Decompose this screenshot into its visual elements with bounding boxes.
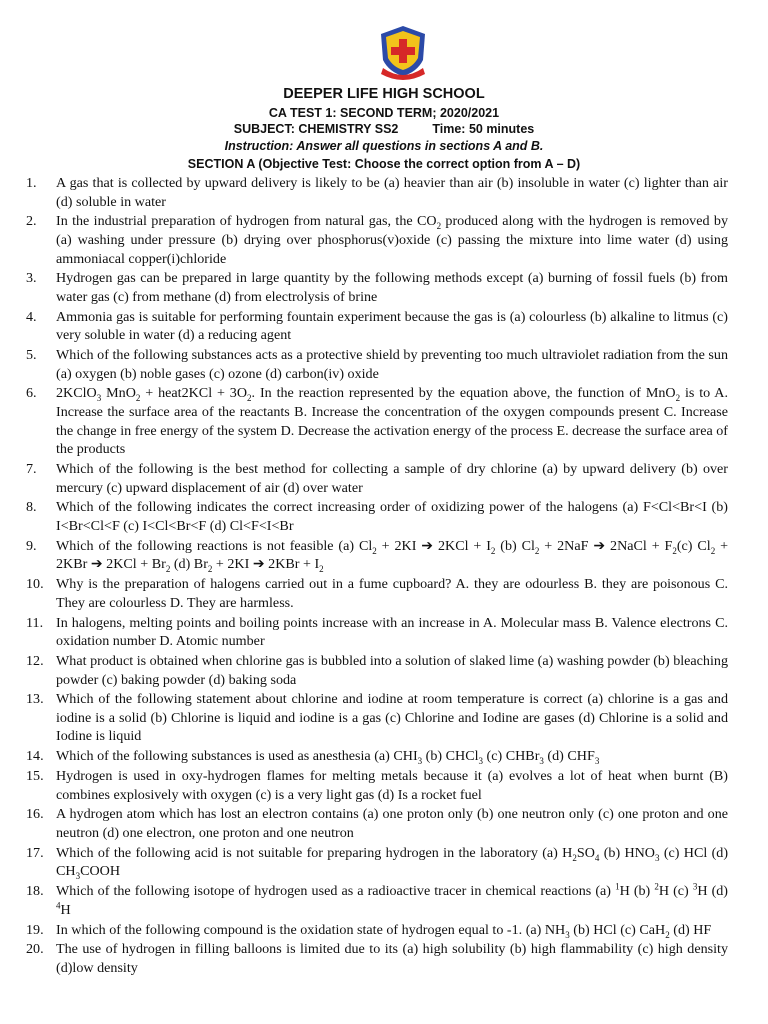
question-list bbox=[26, 174, 728, 979]
question-item: 7. Which of the following is the best method for collecting a sample of dry chlorine (a) by upward delivery (b) over mercury (c) upward displacement of air (d) over water bbox=[26, 461, 728, 496]
subject-label: SUBJECT: CHEMISTRY SS2 bbox=[233, 122, 399, 136]
question-item: 8. Which of the following indicates the correct increasing order of oxidizing power of the halogens (a) F<Cl<Br<I (b) I<Br<Cl<F (c) I<Cl<Br<F (d) Cl<F<I<Br bbox=[26, 499, 728, 534]
arrow-icon: ➔ bbox=[252, 556, 265, 573]
question-item: 15. Hydrogen is used in oxy-hydrogen flames for melting metals because it (a) evolves a lot of heat when burnt (B) combines explosively with oxygen (c) is a very light gas (d) Is a rocket fuel bbox=[26, 768, 728, 803]
question-item: 3. Hydrogen gas can be prepared in large quantity by the following methods except (a) burning of fossil fuels (b) from water gas (c) from methane (d) from electrolysis of brine bbox=[26, 270, 728, 305]
question-item: 6. 2KClO$_3$ MnO$_2$ + heat2KCl + $3O_2$. In the reaction represented by the equation above, the function of MnO$_2$ is to A. Increase the surface area of the reactants B. Increase the concentration of the oxygen compounds present C. Increase the change in free energy of the system D. Decrease the activation energy of the process E. decrease the surface area of the products bbox=[26, 385, 729, 458]
question-item: 18. Which of the following isotope of hydrogen used as a radioactive tracer in chemical reactions (a) $^1$H (b) $^2$H (c) $^3$H (d) $^4$H bbox=[26, 881, 728, 918]
subject-line bbox=[0, 122, 768, 136]
time-label: Time: 50 minutes bbox=[432, 122, 535, 136]
arrow-icon: ➔ bbox=[593, 537, 606, 554]
question-item: 14. Which of the following substances is used as anesthesia (a) $CHI_3$ (b) CHCl$_3$ (c) CHBr$_3$ (d) $CHF_3$ bbox=[26, 748, 600, 767]
question-item: 9. Which of the following reactions is not feasible (a) $Cl_2 + 2KI$ ➔ $2KCl + I_2$ (b) $Cl_2 + 2NaF$ ➔ 2NaCl + $F_2(c) Cl_2 + 2KBr$ ➔ $2KCl + Br_2$ (d) $Br_2 + 2KI$ ➔ $2KBr + I_2$ bbox=[26, 537, 729, 575]
question-item: 1. A gas that is collected by upward delivery is likely to be (a) heavier than air (b) insoluble in water (c) lighter than air (d) soluble in water bbox=[26, 175, 728, 210]
question-item: 2. In the industrial preparation of hydrogen from natural gas, the $CO_2$ produced along with the hydrogen is removed by (a) washing under pressure (b) drying over phosphorus(v)oxide (c) passing the mixture into lime water (d) using ammoniacal copper(i)chloride bbox=[26, 213, 728, 267]
question-item: 19. In which of the following compound is the oxidation state of hydrogen equal to -1. (a) $NH_3$ (b) HCl (c) CaH$_2$ (d) HF bbox=[26, 921, 712, 940]
instruction: Instruction: Answer all questions in sections A and B. bbox=[224, 139, 544, 153]
test-title: CA TEST 1: SECOND TERM; 2020/2021 bbox=[268, 106, 500, 120]
question-item: 17. Which of the following acid is not suitable for preparing hydrogen in the laboratory (a) $H_2SO_4$ (b) $HNO_3$ (c) HCl (d) $CH_3COOH$ bbox=[26, 844, 729, 882]
question-item: 11. In halogens, melting points and boiling points increase with an increase in A. Molecular mass B. Valence electrons C. oxidation number D. Atomic number bbox=[26, 614, 728, 650]
arrow-icon: ➔ bbox=[90, 556, 103, 573]
question-item: 13. Which of the following statement about chlorine and iodine at room temperature is correct (a) chlorine is a gas and iodine is a solid (b) Chlorine is liquid and iodine is a gas (c) Chlorine and Iodine are gases (d) Chlorine is a solid and Iodine is liquid bbox=[26, 691, 728, 745]
question-item: 12. What product is obtained when chlorine gas is bubbled into a solution of slaked lime (a) washing powder (b) bleaching powder (c) baking powder (d) baking soda bbox=[26, 652, 728, 688]
school-crest-logo bbox=[377, 24, 429, 80]
school-name: DEEPER LIFE HIGH SCHOOL bbox=[283, 86, 485, 102]
question-item: 10. Why is the preparation of halogens carried out in a fume cupboard? A. they are odourless B. they are poisonous C. They are colourless D. They are harmless. bbox=[26, 576, 728, 611]
question-item: 5. Which of the following substances acts as a protective shield by preventing too much ultraviolet radiation from the sun (a) oxygen (b) noble gases (c) ozone (d) carbon(iv) oxide bbox=[26, 347, 728, 382]
question-item: 4. Ammonia gas is suitable for performing fountain experiment because the gas is (a) colourless (b) alkaline to litmus (c) very soluble in water (d) a reducing agent bbox=[26, 308, 728, 344]
section-heading: SECTION A (Objective Test: Choose the correct option from A – D) bbox=[187, 157, 581, 171]
question-item: 20. The use of hydrogen in filling balloons is limited due to its (a) high solubility (b) high flammability (c) high density (d)low density bbox=[26, 941, 728, 976]
arrow-icon: ➔ bbox=[421, 537, 434, 554]
question-item: 16. A hydrogen atom which has lost an electron contains (a) one proton only (b) one neutron only (c) one proton and one neutron (d) one electron, one proton and one neutron bbox=[26, 806, 728, 841]
